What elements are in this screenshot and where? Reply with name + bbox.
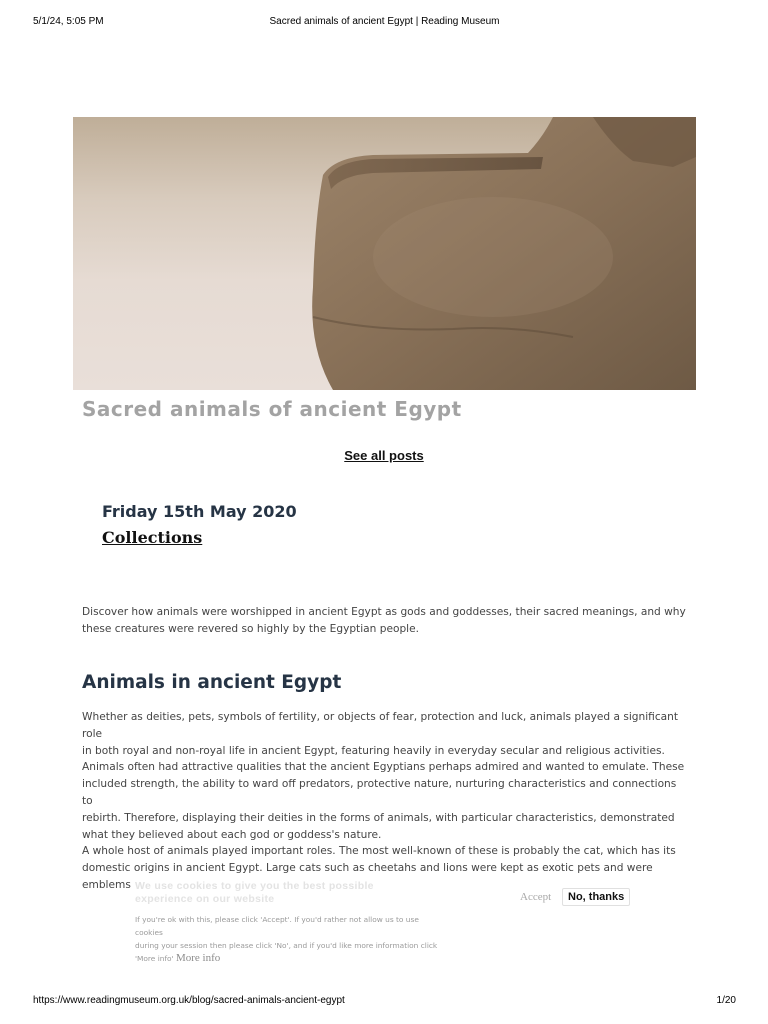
post-date: Friday 15th May 2020 <box>102 502 297 521</box>
cookie-body-line: during your session then please click 'No', and if you'd like more information click <box>135 941 438 950</box>
print-timestamp: 5/1/24, 5:05 PM <box>33 16 104 27</box>
text-line: Whether as deities, pets, symbols of fertility, or objects of fear, protection and luck, animals played a significant role <box>82 711 679 740</box>
print-page-number: 1/20 <box>716 995 736 1006</box>
cookie-title-line: We use cookies to give you the best possible <box>135 880 374 892</box>
decline-cookies-button[interactable]: No, thanks <box>562 888 630 906</box>
print-url: https://www.readingmuseum.org.uk/blog/sacred-animals-ancient-egypt <box>33 995 345 1006</box>
text-line: Discover how animals were worshipped in ancient Egypt as gods and goddesses, their sacred meanings, and why <box>82 606 686 618</box>
text-line: domestic origins in ancient Egypt. Large cats such as cheetahs and lions were kept as exotic pets and were emblems <box>82 862 653 891</box>
text-line: rebirth. Therefore, displaying their deities in the forms of animals, with particular characteristics, demonstrated <box>82 812 675 824</box>
cookie-body-text: 'More info' <box>135 954 174 963</box>
text-line: these creatures were revered so highly by the Egyptian people. <box>82 623 420 635</box>
cookie-body-line <box>135 952 445 965</box>
print-footer <box>33 995 736 1009</box>
more-info-link[interactable]: More info <box>175 952 221 964</box>
hero-image <box>73 117 696 390</box>
hero-image-stone-animal-sculpture <box>73 117 696 390</box>
cookie-title <box>135 880 425 906</box>
intro-paragraph <box>82 604 686 638</box>
cookie-body <box>135 913 445 965</box>
accept-cookies-button[interactable]: Accept <box>520 891 552 903</box>
text-line: A whole host of animals played important roles. The most well-known of these is probably the cat, which has its <box>82 845 676 857</box>
text-line: included strength, the ability to ward off predators, protective nature, nurturing characteristics and connections to <box>82 778 677 807</box>
cookie-title-line: experience on our website <box>135 893 275 905</box>
body-paragraph-2 <box>82 759 686 844</box>
cookie-body-line: If you're ok with this, please click 'Accept'. If you'd rather not allow us to use cookies <box>135 915 419 937</box>
text-line: in both royal and non-royal life in ancient Egypt, featuring heavily in everyday secular and religious activities. <box>82 745 665 757</box>
text-line: Animals often had attractive qualities that the ancient Egyptians perhaps admired and wanted to emulate. These <box>82 761 685 773</box>
body-paragraph-1 <box>82 709 686 760</box>
print-page-title: Sacred animals of ancient Egypt | Reading Museum <box>269 16 500 27</box>
section-heading: Animals in ancient Egypt <box>82 672 342 693</box>
print-header <box>33 16 736 30</box>
see-all-posts-link[interactable]: See all posts <box>344 448 424 463</box>
text-line: what they believed about each god or goddess's nature. <box>82 829 382 841</box>
post-category-link[interactable]: Collections <box>102 528 203 547</box>
post-title: Sacred animals of ancient Egypt <box>82 397 462 421</box>
cookie-banner <box>135 880 635 964</box>
